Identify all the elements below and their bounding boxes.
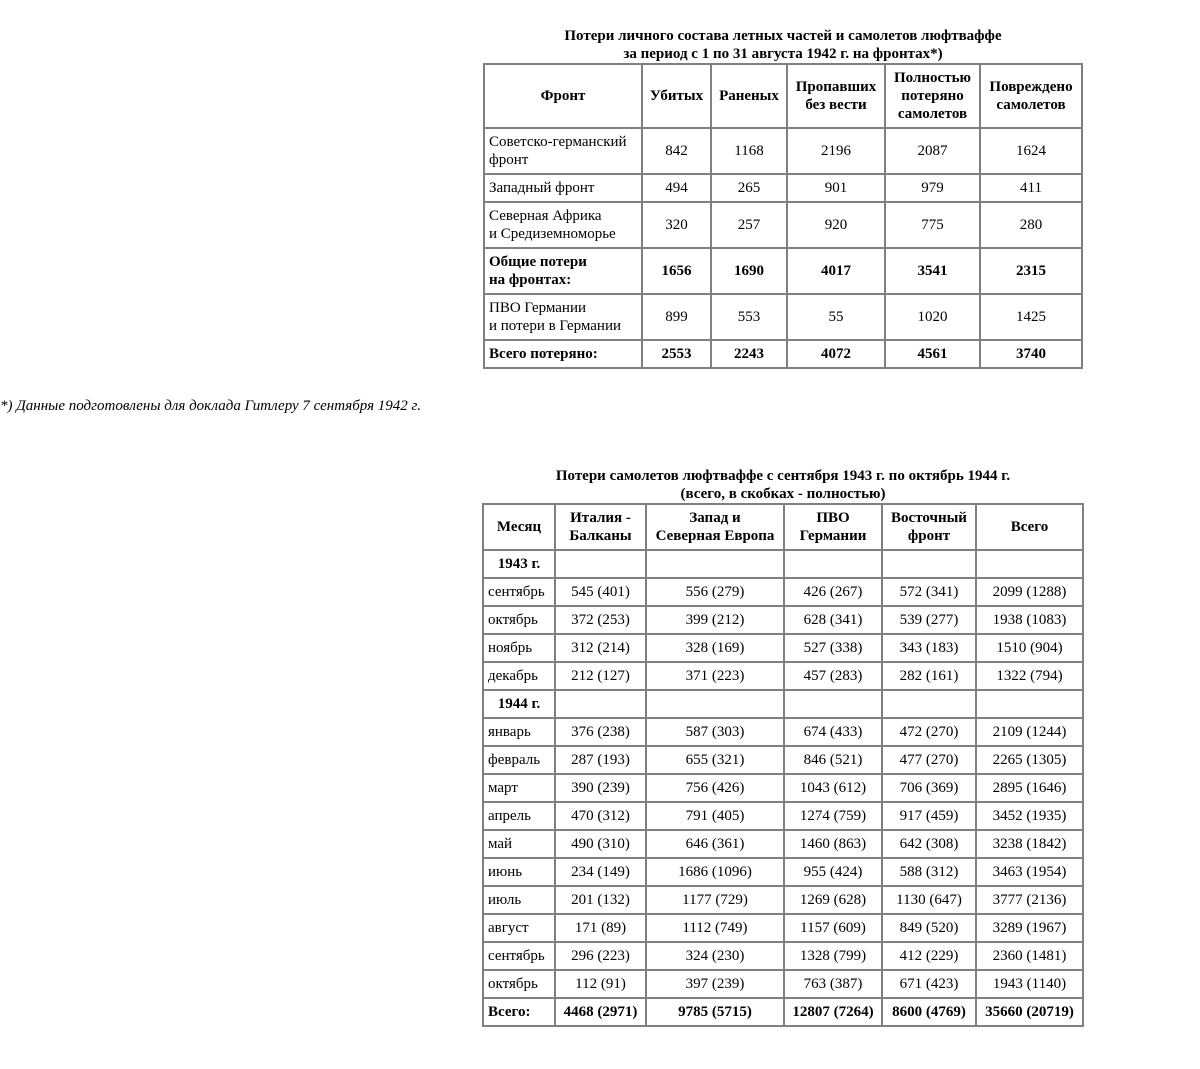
- cell: 287 (193): [555, 746, 646, 774]
- cell: 553: [711, 294, 787, 340]
- cell: [646, 690, 784, 718]
- cell: [882, 550, 976, 578]
- row-label: май: [483, 830, 555, 858]
- cell: [976, 550, 1083, 578]
- cell: 324 (230): [646, 942, 784, 970]
- table-row: [483, 774, 1083, 802]
- cell: 265: [711, 174, 787, 202]
- table-row: [483, 858, 1083, 886]
- row-label: июнь: [483, 858, 555, 886]
- table2-header-eastern-front: Восточный фронт: [882, 504, 976, 550]
- cell: 756 (426): [646, 774, 784, 802]
- table-row-year: [483, 690, 1083, 718]
- cell: [555, 550, 646, 578]
- cell: 2243: [711, 340, 787, 368]
- table1-header-missing: Пропавших без вести: [787, 64, 885, 128]
- row-label: август: [483, 914, 555, 942]
- cell: [784, 690, 882, 718]
- cell: 320: [642, 202, 711, 248]
- cell: 1938 (1083): [976, 606, 1083, 634]
- cell: 457 (283): [784, 662, 882, 690]
- table1-header-aircraft-lost: Полностью потеряно самолетов: [885, 64, 980, 128]
- row-label: октябрь: [483, 606, 555, 634]
- cell: 1130 (647): [882, 886, 976, 914]
- cell: 646 (361): [646, 830, 784, 858]
- row-label: январь: [483, 718, 555, 746]
- cell: 1322 (794): [976, 662, 1083, 690]
- table2-caption: [482, 467, 1084, 503]
- cell: 849 (520): [882, 914, 976, 942]
- cell: 556 (279): [646, 578, 784, 606]
- cell: 397 (239): [646, 970, 784, 998]
- cell: 3289 (1967): [976, 914, 1083, 942]
- cell: 642 (308): [882, 830, 976, 858]
- table-row: [483, 830, 1083, 858]
- row-label: Общие потери на фронтах:: [484, 248, 642, 294]
- cell: 371 (223): [646, 662, 784, 690]
- cell: 426 (267): [784, 578, 882, 606]
- cell: 2087: [885, 128, 980, 174]
- cell: 390 (239): [555, 774, 646, 802]
- cell: 234 (149): [555, 858, 646, 886]
- row-label: декабрь: [483, 662, 555, 690]
- cell: 212 (127): [555, 662, 646, 690]
- cell: 494: [642, 174, 711, 202]
- table-row: [483, 578, 1083, 606]
- table1-header-wounded: Раненых: [711, 64, 787, 128]
- cell: 2895 (1646): [976, 774, 1083, 802]
- cell: 763 (387): [784, 970, 882, 998]
- table-row: [483, 970, 1083, 998]
- table-row: [483, 746, 1083, 774]
- cell: [784, 550, 882, 578]
- cell: 2360 (1481): [976, 942, 1083, 970]
- table2-header-air-defense: ПВО Германии: [784, 504, 882, 550]
- personnel-losses-table: [483, 63, 1083, 369]
- table-row: [483, 634, 1083, 662]
- table1-header-killed: Убитых: [642, 64, 711, 128]
- cell: 372 (253): [555, 606, 646, 634]
- row-label: сентябрь: [483, 578, 555, 606]
- cell: 171 (89): [555, 914, 646, 942]
- table2-header-west-north-europe: Запад и Северная Европа: [646, 504, 784, 550]
- row-label: март: [483, 774, 555, 802]
- row-label: Всего:: [483, 998, 555, 1026]
- cell: 55: [787, 294, 885, 340]
- cell: 3740: [980, 340, 1082, 368]
- cell: 312 (214): [555, 634, 646, 662]
- cell: 376 (238): [555, 718, 646, 746]
- cell: 1686 (1096): [646, 858, 784, 886]
- cell: 3541: [885, 248, 980, 294]
- cell: 1656: [642, 248, 711, 294]
- cell: 979: [885, 174, 980, 202]
- row-label: Советско-германский фронт: [484, 128, 642, 174]
- cell: 1043 (612): [784, 774, 882, 802]
- footnote: *) Данные подготовлены для доклада Гитлеру 7 сентября 1942 г.: [0, 398, 421, 414]
- cell: 899: [642, 294, 711, 340]
- cell: 280: [980, 202, 1082, 248]
- cell: 4017: [787, 248, 885, 294]
- cell: 4072: [787, 340, 885, 368]
- cell: 2265 (1305): [976, 746, 1083, 774]
- cell: 9785 (5715): [646, 998, 784, 1026]
- table-row-year: [483, 550, 1083, 578]
- cell: 470 (312): [555, 802, 646, 830]
- table-row: [484, 174, 1082, 202]
- table1-header-front: Фронт: [484, 64, 642, 128]
- table-row-total: [484, 340, 1082, 368]
- cell: 1510 (904): [976, 634, 1083, 662]
- cell: 539 (277): [882, 606, 976, 634]
- cell: 674 (433): [784, 718, 882, 746]
- table1-header-row: [484, 64, 1082, 128]
- cell: 2099 (1288): [976, 578, 1083, 606]
- cell: 1157 (609): [784, 914, 882, 942]
- cell: 1624: [980, 128, 1082, 174]
- cell: 842: [642, 128, 711, 174]
- cell: 399 (212): [646, 606, 784, 634]
- cell: [646, 550, 784, 578]
- table-row-total: [483, 998, 1083, 1026]
- table-row: [483, 662, 1083, 690]
- cell: 1168: [711, 128, 787, 174]
- cell: 2196: [787, 128, 885, 174]
- table-row: [483, 942, 1083, 970]
- cell: 282 (161): [882, 662, 976, 690]
- cell: 775: [885, 202, 980, 248]
- cell: 2315: [980, 248, 1082, 294]
- cell: 296 (223): [555, 942, 646, 970]
- row-label: февраль: [483, 746, 555, 774]
- cell: 1269 (628): [784, 886, 882, 914]
- cell: 791 (405): [646, 802, 784, 830]
- row-label: Западный фронт: [484, 174, 642, 202]
- row-label: ноябрь: [483, 634, 555, 662]
- cell: 587 (303): [646, 718, 784, 746]
- table1-caption-line1: Потери личного состава летных частей и самолетов люфтваффе: [564, 28, 1002, 44]
- cell: 472 (270): [882, 718, 976, 746]
- table-row-subtotal: [484, 248, 1082, 294]
- cell: 3777 (2136): [976, 886, 1083, 914]
- row-label: 1943 г.: [483, 550, 555, 578]
- table2-header-italy-balkans: Италия - Балканы: [555, 504, 646, 550]
- table1-header-aircraft-damaged: Повреждено самолетов: [980, 64, 1082, 128]
- cell: 1460 (863): [784, 830, 882, 858]
- cell: 901: [787, 174, 885, 202]
- cell: 706 (369): [882, 774, 976, 802]
- table1-caption-line2: за период с 1 по 31 августа 1942 г. на фронтах*): [623, 46, 943, 62]
- cell: [555, 690, 646, 718]
- cell: 1020: [885, 294, 980, 340]
- cell: 477 (270): [882, 746, 976, 774]
- cell: 1274 (759): [784, 802, 882, 830]
- cell: 920: [787, 202, 885, 248]
- cell: 671 (423): [882, 970, 976, 998]
- cell: 490 (310): [555, 830, 646, 858]
- cell: 846 (521): [784, 746, 882, 774]
- cell: 8600 (4769): [882, 998, 976, 1026]
- cell: 201 (132): [555, 886, 646, 914]
- table1-caption: [483, 27, 1083, 63]
- row-label: октябрь: [483, 970, 555, 998]
- cell: 3463 (1954): [976, 858, 1083, 886]
- table-row: [483, 886, 1083, 914]
- cell: 411: [980, 174, 1082, 202]
- cell: 655 (321): [646, 746, 784, 774]
- row-label: ПВО Германии и потери в Германии: [484, 294, 642, 340]
- table-row: [483, 606, 1083, 634]
- cell: [976, 690, 1083, 718]
- cell: 328 (169): [646, 634, 784, 662]
- table-row: [483, 718, 1083, 746]
- cell: 3238 (1842): [976, 830, 1083, 858]
- cell: 412 (229): [882, 942, 976, 970]
- row-label: Всего потеряно:: [484, 340, 642, 368]
- cell: 1943 (1140): [976, 970, 1083, 998]
- cell: 35660 (20719): [976, 998, 1083, 1026]
- cell: 917 (459): [882, 802, 976, 830]
- cell: 343 (183): [882, 634, 976, 662]
- table-row: [484, 202, 1082, 248]
- cell: 1328 (799): [784, 942, 882, 970]
- cell: 955 (424): [784, 858, 882, 886]
- cell: 1112 (749): [646, 914, 784, 942]
- table2-header-total: Всего: [976, 504, 1083, 550]
- table2-caption-line2: (всего, в скобках - полностью): [680, 486, 886, 502]
- table-row: [484, 128, 1082, 174]
- cell: 4561: [885, 340, 980, 368]
- cell: 112 (91): [555, 970, 646, 998]
- row-label: Северная Африка и Средиземноморье: [484, 202, 642, 248]
- table-row: [484, 294, 1082, 340]
- aircraft-losses-table: [482, 503, 1084, 1027]
- cell: 3452 (1935): [976, 802, 1083, 830]
- cell: 628 (341): [784, 606, 882, 634]
- cell: 1690: [711, 248, 787, 294]
- table-row: [483, 802, 1083, 830]
- cell: 257: [711, 202, 787, 248]
- cell: 527 (338): [784, 634, 882, 662]
- cell: 588 (312): [882, 858, 976, 886]
- cell: 2553: [642, 340, 711, 368]
- cell: [882, 690, 976, 718]
- table2-caption-line1: Потери самолетов люфтваффе с сентября 1943 г. по октябрь 1944 г.: [555, 468, 1011, 484]
- table2-header-row: [483, 504, 1083, 550]
- cell: 545 (401): [555, 578, 646, 606]
- row-label: июль: [483, 886, 555, 914]
- cell: 572 (341): [882, 578, 976, 606]
- cell: 1177 (729): [646, 886, 784, 914]
- row-label: сентябрь: [483, 942, 555, 970]
- row-label: апрель: [483, 802, 555, 830]
- cell: 12807 (7264): [784, 998, 882, 1026]
- table2-header-month: Месяц: [483, 504, 555, 550]
- cell: 1425: [980, 294, 1082, 340]
- cell: 4468 (2971): [555, 998, 646, 1026]
- table-row: [483, 914, 1083, 942]
- cell: 2109 (1244): [976, 718, 1083, 746]
- row-label: 1944 г.: [483, 690, 555, 718]
